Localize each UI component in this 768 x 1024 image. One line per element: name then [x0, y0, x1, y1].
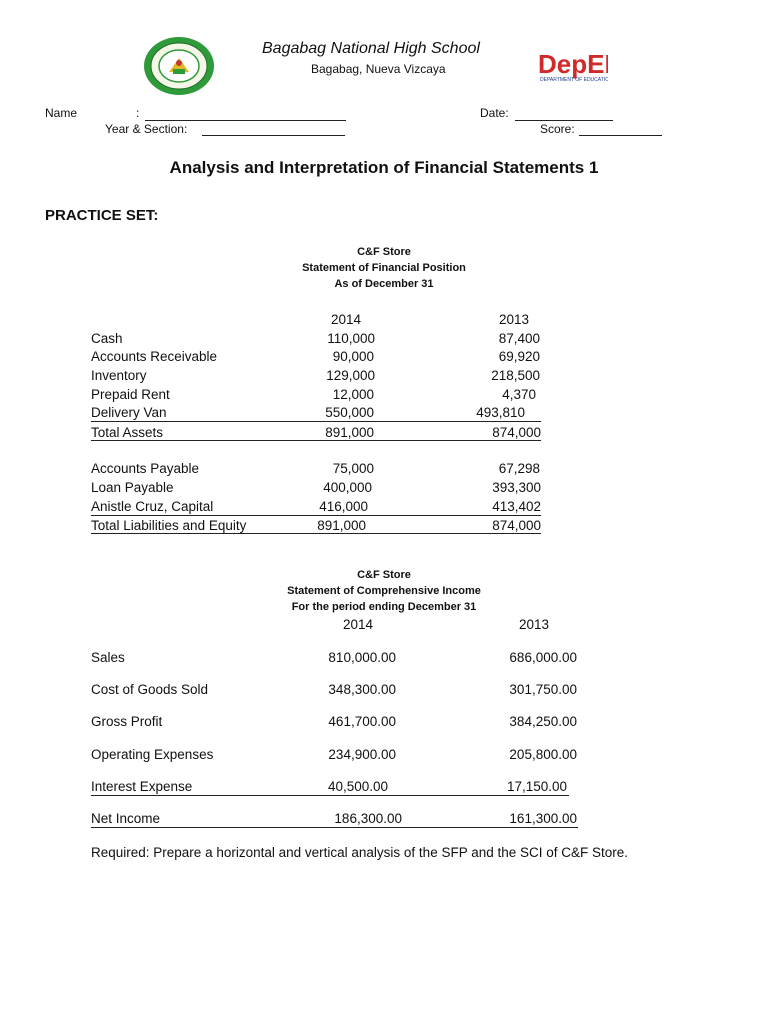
sfp-value-2014: 110,000	[327, 331, 375, 346]
sci-row-label: Gross Profit	[91, 714, 163, 729]
sci-period: For the period ending December 31	[291, 601, 477, 613]
sfp-total-assets-label: Total Assets	[91, 425, 164, 440]
sfp-value-2014: 416,000	[319, 499, 368, 514]
sci-row-label: Cost of Goods Sold	[91, 682, 209, 697]
sfp-value-2014: 75,000	[332, 461, 374, 476]
required-instruction: Required: Prepare a horizontal and vertical analysis of the SFP and the SCI of C&F Store.	[91, 845, 629, 860]
sci-row-label: Sales	[91, 650, 125, 665]
sfp-row-label: Loan Payable	[91, 480, 174, 495]
sfp-total-liabilities-equity-2013: 874,000	[492, 518, 541, 533]
sfp-value-2014: 400,000	[323, 480, 372, 495]
sci-value-2014: 40,500.00	[327, 779, 388, 794]
score-blank-line	[579, 135, 662, 136]
school-name: Bagabag National High School	[262, 40, 480, 57]
deped-logo-subtext: DEPARTMENT OF EDUCATION	[540, 77, 608, 83]
sfp-statement-title: Statement of Financial Position	[302, 262, 466, 274]
sfp-total-rule	[91, 440, 541, 441]
sci-net-income-2013: 161,300.00	[509, 811, 577, 826]
sfp-value-2013: 67,298	[498, 461, 540, 476]
sfp-year-2014: 2014	[330, 312, 362, 327]
sci-company: C&F Store	[357, 569, 411, 581]
sfp-row-label: Anistle Cruz, Capital	[91, 499, 214, 514]
sfp-value-2013: 493,810	[476, 405, 525, 420]
sfp-rule	[91, 421, 541, 422]
sci-net-income-label: Net Income	[91, 811, 161, 826]
name-label: Name	[45, 106, 78, 120]
sfp-value-2014: 550,000	[325, 405, 374, 420]
date-label: Date:	[480, 106, 509, 120]
sfp-total-liabilities-equity-label: Total Liabilities and Equity	[91, 518, 247, 533]
page-title: Analysis and Interpretation of Financial Statements 1	[169, 158, 599, 177]
sci-value-2013: 17,150.00	[506, 779, 567, 794]
sfp-total-assets-2013: 874,000	[492, 425, 541, 440]
sfp-row-label: Delivery Van	[91, 405, 167, 420]
sfp-total-liabilities-equity-2014: 891,000	[317, 518, 366, 533]
sci-value-2013: 686,000.00	[509, 650, 577, 665]
sci-value-2013: 205,800.00	[509, 747, 577, 762]
year-section-blank-line	[202, 135, 345, 136]
sfp-row-label: Inventory	[91, 368, 147, 383]
sci-row-label: Interest Expense	[91, 779, 193, 794]
sfp-value-2014: 12,000	[332, 387, 374, 402]
sci-row-label: Operating Expenses	[91, 747, 214, 762]
sfp-value-2013: 87,400	[498, 331, 540, 346]
sci-year-2013: 2013	[518, 617, 550, 632]
sci-value-2013: 384,250.00	[509, 714, 577, 729]
deped-logo	[538, 46, 608, 84]
sfp-row-label: Accounts Payable	[91, 461, 200, 476]
sci-rule	[91, 795, 569, 796]
sci-net-income-2014: 186,300.00	[334, 811, 402, 826]
score-label: Score:	[540, 122, 575, 136]
sfp-value-2013: 4,370	[502, 387, 536, 402]
sci-statement-title: Statement of Comprehensive Income	[287, 585, 481, 597]
sci-total-rule	[91, 827, 578, 828]
sci-value-2014: 810,000.00	[328, 650, 396, 665]
sfp-row-label: Cash	[91, 331, 123, 346]
deped-logo-text: DepE	[538, 49, 605, 79]
sfp-value-2014: 90,000	[332, 349, 374, 364]
name-colon: :	[136, 106, 140, 120]
sfp-period: As of December 31	[334, 278, 434, 290]
sfp-row-label: Accounts Receivable	[91, 349, 218, 364]
sfp-row-label: Prepaid Rent	[91, 387, 170, 402]
sfp-value-2013: 393,300	[492, 480, 541, 495]
date-blank-line	[515, 120, 613, 121]
school-seal-logo	[143, 36, 215, 96]
sfp-total-rule	[91, 533, 541, 534]
sfp-rule	[91, 515, 541, 516]
sci-value-2013: 301,750.00	[509, 682, 577, 697]
practice-set-label: PRACTICE SET:	[45, 207, 159, 224]
sfp-value-2014: 129,000	[326, 368, 375, 383]
sci-value-2014: 234,900.00	[328, 747, 396, 762]
sfp-year-2013: 2013	[498, 312, 530, 327]
school-address: Bagabag, Nueva Vizcaya	[311, 62, 446, 76]
sfp-value-2013: 69,920	[498, 349, 540, 364]
name-blank-line	[145, 120, 346, 121]
sfp-company: C&F Store	[357, 246, 411, 258]
sfp-value-2013: 413,402	[492, 499, 541, 514]
sci-value-2014: 348,300.00	[328, 682, 396, 697]
year-section-label: Year & Section:	[105, 122, 188, 136]
sci-year-2014: 2014	[342, 617, 374, 632]
sci-value-2014: 461,700.00	[328, 714, 396, 729]
sfp-total-assets-2014: 891,000	[325, 425, 374, 440]
sfp-value-2013: 218,500	[491, 368, 540, 383]
